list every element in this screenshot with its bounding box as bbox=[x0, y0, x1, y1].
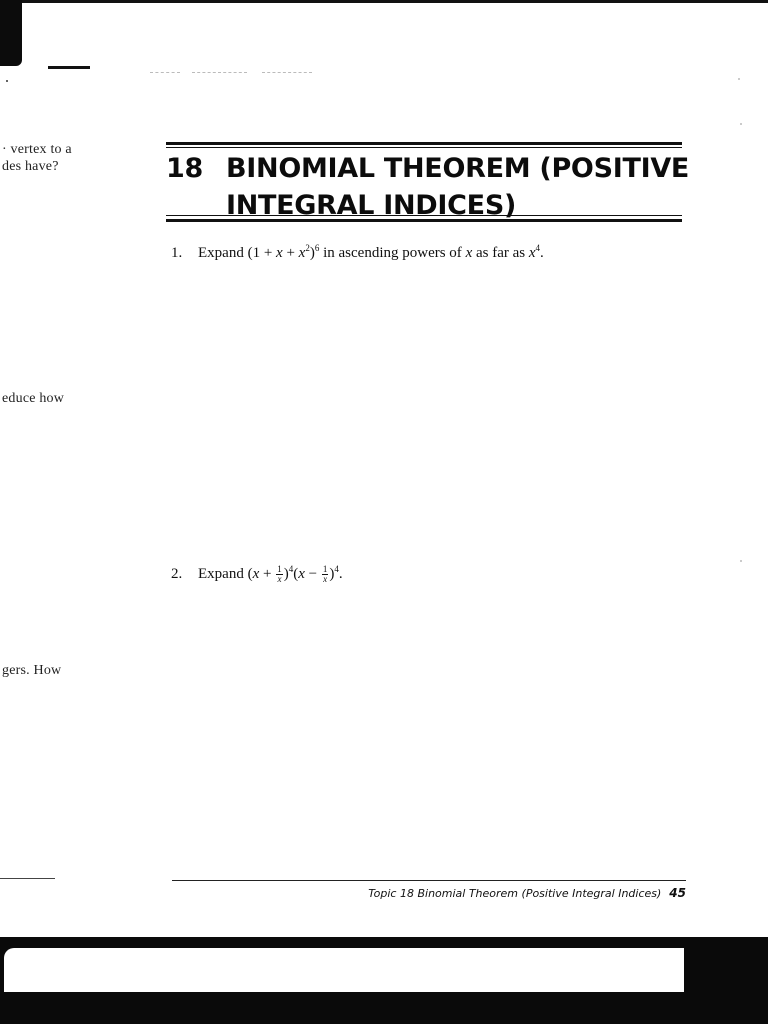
question-number: 2. bbox=[171, 566, 183, 582]
margin-rule bbox=[0, 878, 55, 879]
scan-bottom-paper bbox=[4, 948, 684, 992]
scan-mark bbox=[48, 66, 90, 69]
footer-rule bbox=[172, 880, 686, 881]
question-text: Expand $(1 + x + x^2)^6$ in ascending powers of x as far as $x^4$. bbox=[198, 243, 544, 261]
title-rule-top-thin bbox=[166, 147, 682, 148]
scan-speck bbox=[738, 78, 740, 80]
scan-dash bbox=[262, 72, 312, 73]
scan-corner-shadow bbox=[0, 0, 22, 66]
margin-fragment: gers. How bbox=[2, 663, 62, 678]
scan-speck bbox=[6, 80, 8, 82]
page-number: 45 bbox=[669, 886, 686, 900]
chapter-number: 18 bbox=[166, 153, 203, 184]
scan-speck bbox=[740, 560, 742, 562]
scan-speck bbox=[740, 123, 742, 125]
chapter-title-line1: BINOMIAL THEOREM (POSITIVE bbox=[226, 153, 690, 184]
title-rule-top bbox=[166, 142, 682, 145]
running-title: Topic 18 Binomial Theorem (Positive Integral Indices) bbox=[368, 887, 662, 900]
scan-dash bbox=[150, 72, 180, 73]
chapter-title bbox=[166, 150, 696, 224]
margin-fragment: des have? bbox=[2, 159, 59, 174]
question-2 bbox=[171, 564, 343, 584]
question-text: Expand (x + $\frac{1}{x}$ )$^4$(x − $\frac{1}{x}$ )$^4$. bbox=[198, 564, 343, 585]
running-footer bbox=[368, 886, 686, 900]
margin-fragment: educe how bbox=[2, 391, 65, 406]
scan-top-edge bbox=[0, 0, 768, 3]
question-number: 1. bbox=[171, 245, 183, 261]
chapter-title-line2: INTEGRAL INDICES) bbox=[226, 190, 517, 221]
margin-fragment: · vertex to a bbox=[2, 142, 72, 157]
question-1 bbox=[171, 243, 544, 262]
scan-dash bbox=[192, 72, 247, 73]
